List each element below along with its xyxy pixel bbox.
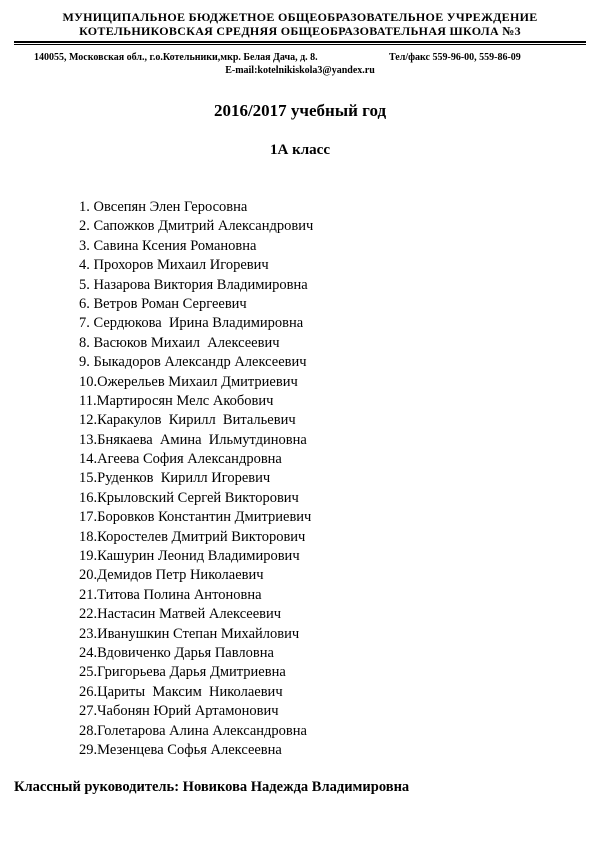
student-name: Кашурин Леонид Владимирович: [97, 548, 300, 565]
student-list: [79, 198, 313, 760]
student-list-item: [79, 431, 313, 450]
student-number: 2.: [79, 218, 94, 235]
student-list-item: [79, 586, 313, 605]
student-list-item: [79, 276, 313, 295]
student-list-item: [79, 722, 313, 741]
header-rule-thin: [14, 44, 586, 45]
student-number: 25.: [79, 664, 98, 681]
school-address: 140055, Московская обл., г.о.Котельники,мкр. Белая Дача, д. 8.: [34, 52, 318, 63]
student-name: Настасин Матвей Алексеевич: [97, 606, 282, 623]
student-list-item: [79, 256, 313, 275]
header-rule-thick: [14, 41, 586, 43]
student-name: Ожерельев Михаил Дмитриевич: [97, 373, 298, 390]
student-list-item: [79, 644, 313, 663]
student-number: 17.: [79, 509, 98, 526]
student-number: 9.: [79, 354, 94, 371]
student-number: 23.: [79, 625, 98, 642]
student-name: Боровков Константин Дмитриевич: [97, 509, 312, 526]
student-list-item: [79, 489, 313, 508]
student-name: Руденков Кирилл Игоревич: [97, 470, 271, 487]
student-list-item: [79, 314, 313, 333]
student-name: Чабонян Юрий Артамонович: [97, 703, 279, 720]
student-number: 24.: [79, 644, 98, 661]
student-number: 15.: [79, 470, 98, 487]
student-number: 20.: [79, 567, 98, 584]
student-number: 7.: [79, 315, 94, 332]
student-name: Быкадоров Александр Алексеевич: [93, 354, 307, 371]
student-number: 16.: [79, 489, 98, 506]
student-number: 19.: [79, 548, 98, 565]
student-name: Иванушкин Степан Михайлович: [97, 625, 300, 642]
class-teacher: Классный руководитель: Новикова Надежда Владимировна: [14, 779, 410, 795]
student-name: Васюков Михаил Алексеевич: [93, 334, 280, 351]
school-year-title: 2016/2017 учебный год: [213, 101, 387, 120]
student-list-item: [79, 741, 313, 760]
student-number: 8.: [79, 334, 94, 351]
student-name: Голетарова Алина Александровна: [97, 722, 307, 739]
student-list-item: [79, 450, 313, 469]
student-name: Титова Полина Антоновна: [97, 586, 262, 603]
student-number: 1.: [79, 199, 94, 215]
student-list-item: [79, 469, 313, 488]
student-name: Цариты Максим Николаевич: [97, 683, 283, 700]
student-name: Мартиросян Мелс Акобович: [96, 392, 274, 409]
student-name: Григорьева Дарья Дмитриевна: [97, 664, 286, 681]
student-number: 6.: [79, 295, 94, 312]
student-list-item: [79, 683, 313, 702]
student-list-item: [79, 217, 313, 236]
student-name: Коростелев Дмитрий Викторович: [97, 528, 306, 545]
student-list-item: [79, 392, 313, 411]
student-list-item: [79, 663, 313, 682]
student-number: 11.: [79, 392, 97, 409]
student-name: Ветров Роман Сергеевич: [93, 295, 247, 312]
student-list-item: [79, 508, 313, 527]
school-phone: Тел/факс 559-96-00, 559-86-09: [389, 52, 521, 63]
student-number: 13.: [79, 431, 98, 448]
class-title: 1А класс: [270, 142, 330, 158]
student-name: Мезенцева Софья Алексеевна: [97, 741, 282, 758]
student-number: 18.: [79, 528, 98, 545]
student-number: 28.: [79, 722, 98, 739]
student-list-item: [79, 353, 313, 372]
student-name: Крыловский Сергей Викторович: [97, 489, 299, 506]
student-name: Овсепян Элен Геросовна: [93, 199, 248, 215]
student-number: 21.: [79, 586, 98, 603]
student-list-item: [79, 334, 313, 353]
student-list-item: [79, 547, 313, 566]
student-number: 27.: [79, 703, 98, 720]
school-name-line2: КОТЕЛЬНИКОВСКАЯ СРЕДНЯЯ ОБЩЕОБРАЗОВАТЕЛЬНАЯ ШКОЛА №3: [79, 24, 521, 38]
school-name-line1: МУНИЦИПАЛЬНОЕ БЮДЖЕТНОЕ ОБЩЕОБРАЗОВАТЕЛЬНОЕ УЧРЕЖДЕНИЕ: [62, 10, 538, 24]
student-number: 26.: [79, 683, 98, 700]
student-number: 3.: [79, 237, 94, 254]
student-name: Вдовиченко Дарья Павловна: [97, 644, 274, 661]
student-name: Назарова Виктория Владимировна: [93, 276, 308, 293]
school-email: E-mail:kotelnikiskola3@yandex.ru: [225, 65, 375, 76]
student-list-item: [79, 625, 313, 644]
student-list-item: [79, 373, 313, 392]
student-name: Бнякаева Амина Ильмутдиновна: [97, 431, 307, 448]
student-name: Демидов Петр Николаевич: [97, 567, 264, 584]
student-list-item: [79, 295, 313, 314]
student-number: 29.: [79, 741, 98, 758]
student-list-item: [79, 528, 313, 547]
student-list-item: [79, 237, 313, 256]
student-list-item: [79, 411, 313, 430]
student-name: Каракулов Кирилл Витальевич: [97, 412, 296, 429]
student-list-item: [79, 702, 313, 721]
student-list-item: [79, 605, 313, 624]
student-name: Сердюкова Ирина Владимировна: [93, 315, 304, 332]
student-number: 14.: [79, 451, 98, 468]
student-name: Агеева София Александровна: [97, 451, 282, 468]
student-number: 22.: [79, 606, 98, 623]
student-name: Прохоров Михаил Игоревич: [93, 257, 269, 274]
student-list-item: [79, 566, 313, 585]
student-name: Сапожков Дмитрий Александрович: [93, 218, 314, 235]
student-list-item: [79, 198, 313, 217]
student-number: 5.: [79, 276, 94, 293]
student-number: 10.: [79, 373, 98, 390]
student-name: Савина Ксения Романовна: [93, 237, 257, 254]
student-number: 4.: [79, 257, 94, 274]
student-number: 12.: [79, 412, 98, 429]
